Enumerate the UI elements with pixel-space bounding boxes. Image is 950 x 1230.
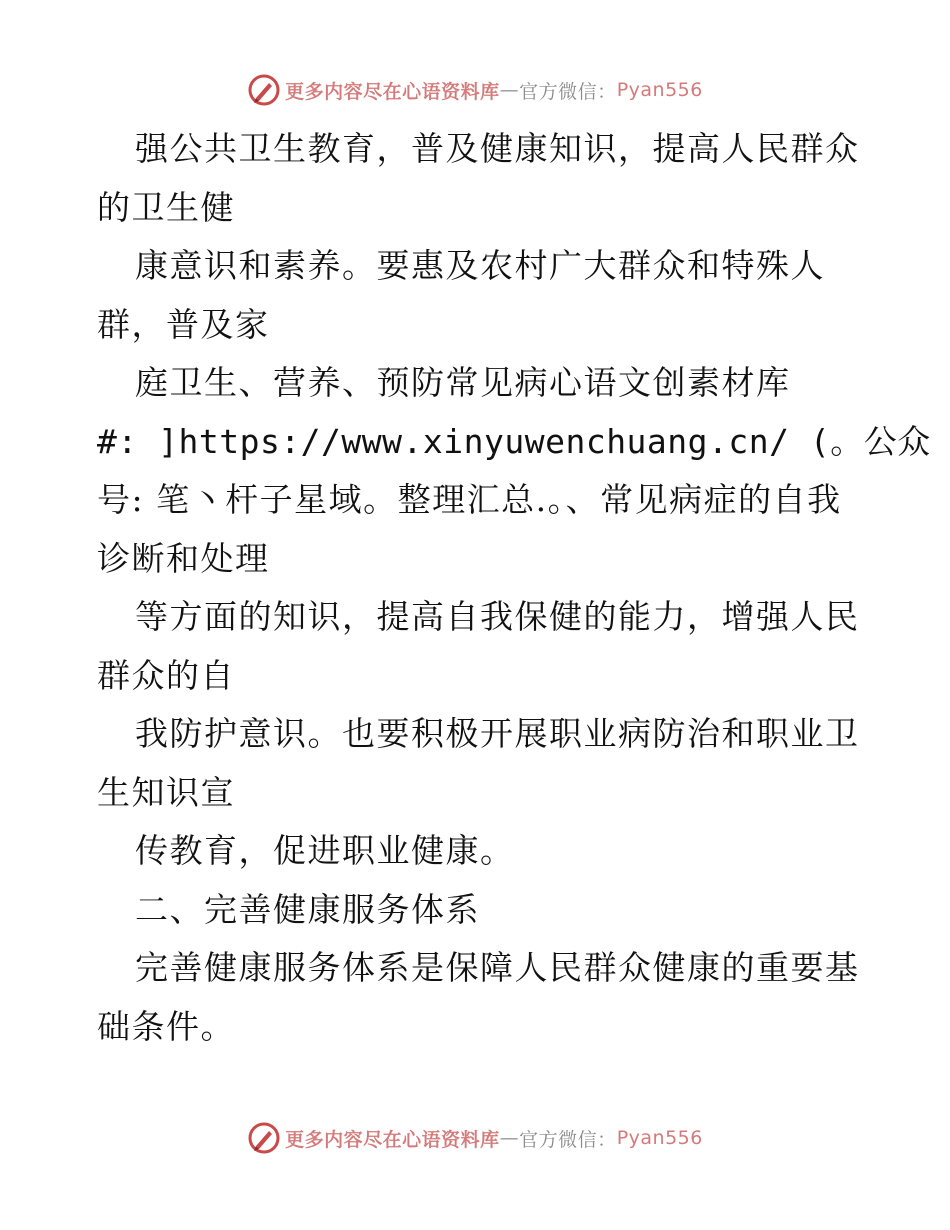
text-line: 号: 笔丶杆子星域。整理汇总.。、常见病症的自我 xyxy=(97,480,842,519)
document-body xyxy=(97,120,931,1056)
watermark-wechat-id: Pyan556 xyxy=(616,1127,703,1149)
watermark-official-label: 官方微信： xyxy=(519,1128,617,1151)
pen-logo-icon xyxy=(247,73,281,107)
text-line: 传教育，促进职业健康。 xyxy=(135,831,515,870)
watermark-title: 更多内容尽在心语资料库 xyxy=(285,80,500,103)
watermark-dash: — xyxy=(499,79,520,101)
text-line: 诊断和处理 xyxy=(97,538,270,578)
watermark-dash: — xyxy=(499,1127,520,1149)
text-line: 的卫生健 xyxy=(97,187,235,227)
text-line: 等方面的知识，提高自我保健的能力，增强人民 xyxy=(135,597,860,636)
text-line: 庭卫生、营养、预防常见病心语文创素材库 xyxy=(135,363,791,402)
watermark-wechat-id: Pyan556 xyxy=(616,79,703,101)
url-text-line: #: ]https://www.xinyuwenchuang.cn/ (。公众 xyxy=(97,421,931,461)
watermark-title: 更多内容尽在心语资料库 xyxy=(285,1128,500,1151)
text-line: 群，普及家 xyxy=(97,304,270,344)
text-line: 强公共卫生教育，普及健康知识，提高人民群众 xyxy=(135,129,860,168)
text-line: 群众的自 xyxy=(97,655,235,695)
section-heading: 二、完善健康服务体系 xyxy=(135,889,480,929)
footer-watermark xyxy=(0,1118,950,1158)
text-line: 我防护意识。也要积极开展职业病防治和职业卫 xyxy=(135,714,860,753)
text-line: 完善健康服务体系是保障人民群众健康的重要基 xyxy=(135,948,860,987)
text-line: 康意识和素养。要惠及农村广大群众和特殊人 xyxy=(135,246,825,285)
watermark-official-label: 官方微信： xyxy=(519,80,617,103)
text-line: 生知识宣 xyxy=(97,772,235,812)
pen-logo-icon xyxy=(247,1121,281,1155)
text-line: 础条件。 xyxy=(97,1006,235,1046)
header-watermark xyxy=(0,70,950,110)
